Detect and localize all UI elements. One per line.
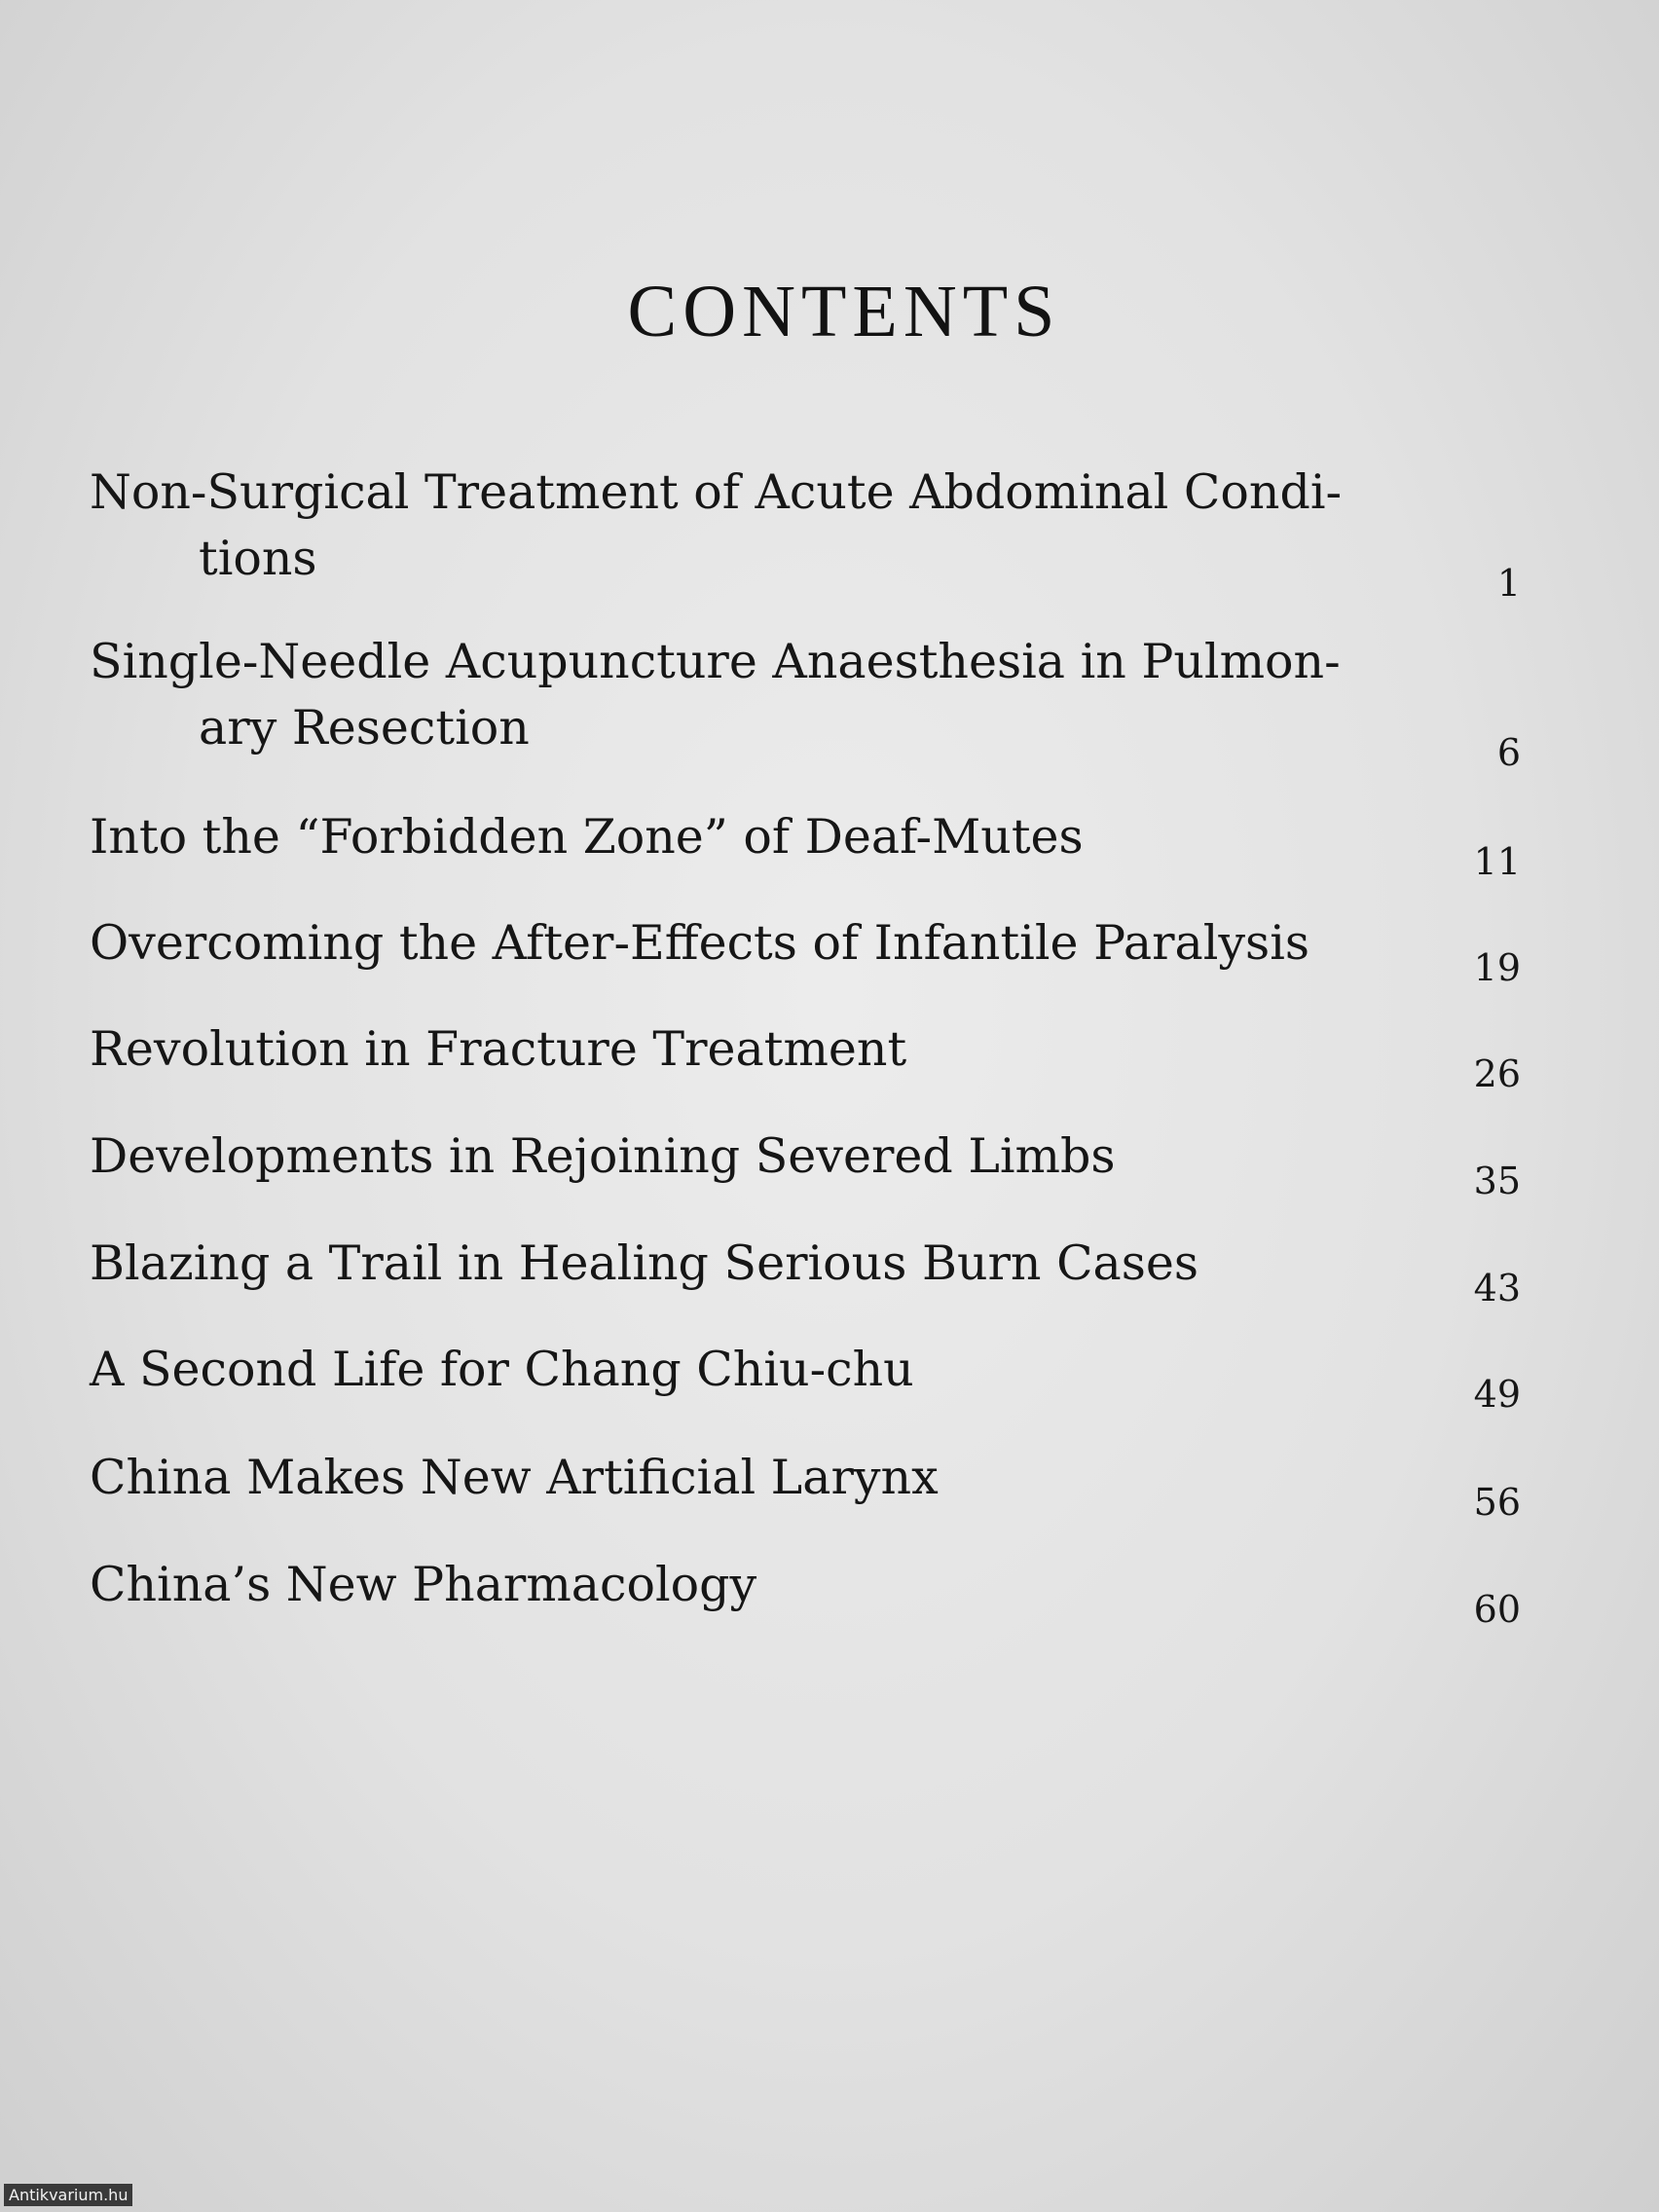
toc-entry-title: Blazing a Trail in Healing Serious Burn Cases [90,1235,1199,1291]
toc-page-number: 60 [1473,1588,1521,1631]
toc-entry-title: Single-Needle Acupuncture Anaesthesia in Pulmon- [90,634,1341,689]
toc-page-number: 43 [1473,1267,1521,1309]
toc-entry-title: Into the “Forbidden Zone” of Deaf-Mutes [90,809,1084,865]
toc-entry-title: Developments in Rejoining Severed Limbs [90,1128,1116,1184]
toc-entry-title-continued: ary Resection [199,700,530,756]
toc-page-number: 19 [1473,946,1521,989]
toc-page-number: 26 [1473,1052,1521,1095]
toc-page-number: 35 [1473,1160,1521,1202]
toc-entry-title: A Second Life for Chang Chiu-chu [90,1342,914,1397]
page-title: CONTENTS [627,271,1061,352]
toc-entry [90,1231,1521,1309]
toc-page-number: 56 [1473,1481,1521,1524]
toc-entry [90,804,1521,883]
toc-entry [90,1552,1521,1631]
toc-entry-title: China Makes New Artificial Larynx [90,1450,939,1505]
watermark: Antikvarium.hu [4,2184,132,2206]
toc-entry [90,1124,1521,1202]
toc-entry-title: Non-Surgical Treatment of Acute Abdominal Condi- [90,464,1343,520]
toc-entry [90,910,1521,989]
toc-entry [90,1445,1521,1524]
toc-entry-title: Revolution in Fracture Treatment [90,1021,907,1077]
toc-entry [90,1016,1521,1095]
toc-entry-title: Overcoming the After-Effects of Infantile Paralysis [90,915,1310,971]
toc-page-number: 6 [1496,731,1521,774]
toc-page-number: 11 [1473,840,1521,883]
toc-page-number: 49 [1473,1373,1521,1416]
toc-entry [90,1337,1521,1416]
toc-page-number: 1 [1496,562,1521,605]
toc-entry [90,629,1521,774]
toc-entry-title-continued: tions [199,531,317,586]
toc-entry [90,460,1521,605]
toc-entry-title: China’s New Pharmacology [90,1557,757,1612]
